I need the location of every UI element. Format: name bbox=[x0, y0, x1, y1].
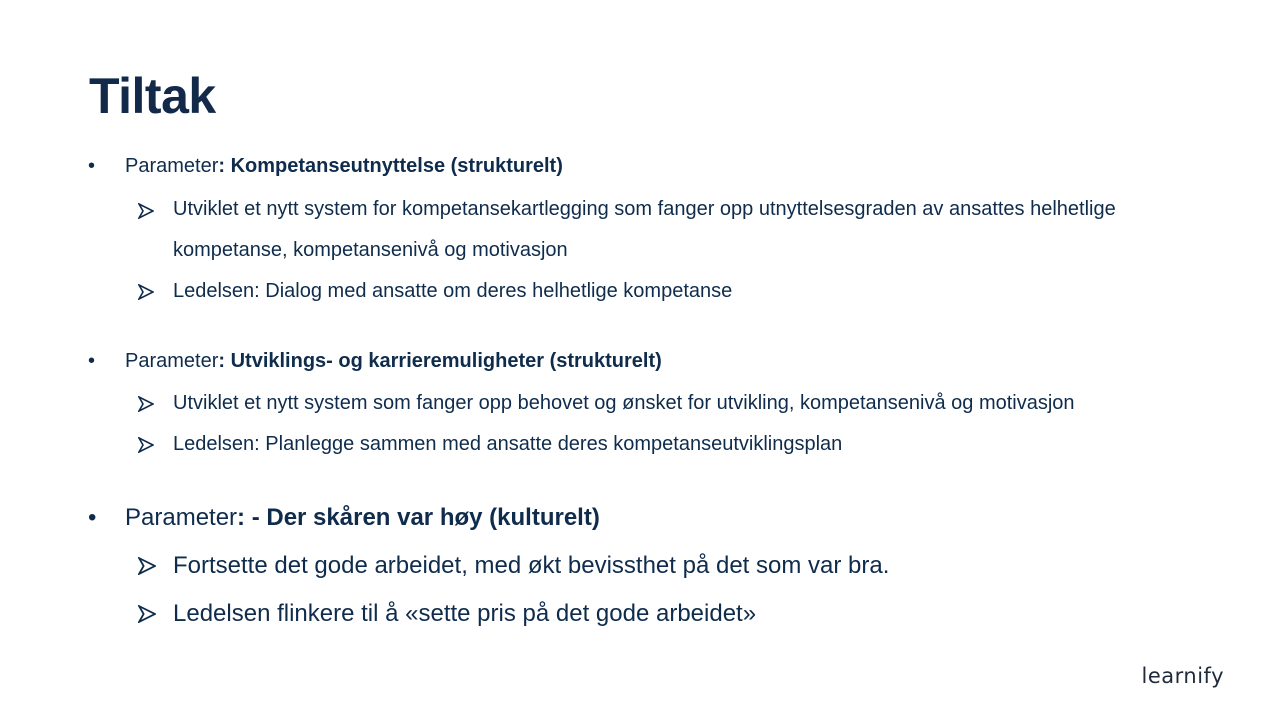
list-item-text: Ledelsen: Planlegge sammen med ansatte deres kompetanseutviklingsplan bbox=[173, 433, 843, 455]
parameter-text bbox=[125, 350, 662, 373]
arrow-bullet-icon bbox=[138, 396, 154, 412]
list-item-text: Fortsette det gode arbeidet, med økt bevissthet på det som var bra. bbox=[173, 552, 890, 579]
arrow-bullet-icon bbox=[138, 203, 154, 219]
parameter-value: : - Der skåren var høy (kulturelt) bbox=[237, 504, 600, 531]
parameter-label: Parameter bbox=[125, 504, 238, 531]
list-item-text: Utviklet et nytt system for kompetansekartlegging som fanger opp utnyttelsesgraden av ansattes helhetlige kompetanse, kompetansenivå og motivasjon bbox=[173, 198, 1116, 261]
bullet-dot: • bbox=[88, 504, 97, 531]
arrow-bullet-icon bbox=[138, 284, 154, 300]
parameter-value: : Kompetanseutnyttelse (strukturelt) bbox=[218, 155, 563, 177]
learnify-logo: learnify bbox=[1141, 664, 1224, 688]
parameter-label: Parameter bbox=[125, 350, 219, 372]
arrow-bullet-icon bbox=[138, 557, 156, 575]
parameter-text bbox=[125, 504, 600, 532]
slide-title: Tiltak bbox=[89, 68, 216, 124]
list-item-text: Ledelsen flinkere til å «sette pris på det gode arbeidet» bbox=[173, 600, 757, 627]
arrow-bullet-icon bbox=[138, 605, 156, 623]
list-item-text: Ledelsen: Dialog med ansatte om deres helhetlige kompetanse bbox=[173, 280, 733, 302]
list-item-text: Utviklet et nytt system som fanger opp behovet og ønsket for utvikling, kompetansenivå og motivasjon bbox=[173, 392, 1075, 414]
parameter-label: Parameter bbox=[125, 155, 219, 177]
parameter-value: : Utviklings- og karrieremuligheter (strukturelt) bbox=[218, 350, 662, 372]
bullet-dot: • bbox=[88, 350, 96, 372]
bullet-dot: • bbox=[88, 155, 96, 177]
arrow-bullet-icon bbox=[138, 437, 154, 453]
parameter-text bbox=[125, 155, 563, 178]
